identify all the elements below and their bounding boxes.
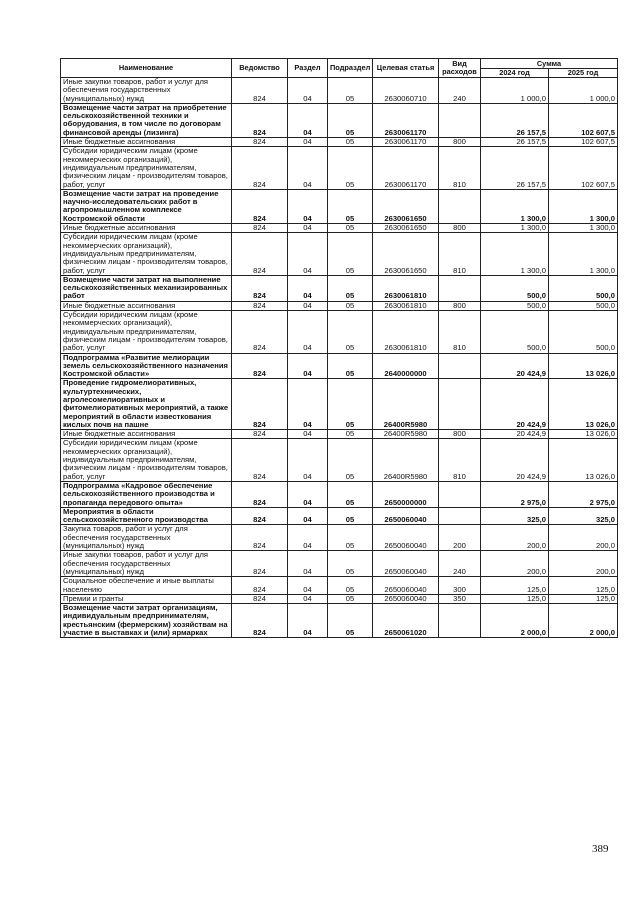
row-section: 04 [288, 439, 328, 481]
row-sum-2024: 500,0 [481, 311, 549, 353]
row-sum-2024: 2 000,0 [481, 604, 549, 638]
row-exptype: 810 [439, 147, 481, 189]
row-sum-2025: 1 300,0 [549, 224, 618, 233]
row-name: Иные закупки товаров, работ и услуг для обеспечения государственных (муниципальных) нужд [61, 78, 232, 104]
row-subsection: 05 [328, 311, 373, 353]
table-row [61, 78, 618, 104]
row-sum-2025: 102 607,5 [549, 103, 618, 137]
row-section: 04 [288, 481, 328, 507]
row-exptype [439, 604, 481, 638]
table-row [61, 481, 618, 507]
row-sum-2024: 125,0 [481, 594, 549, 603]
row-section: 04 [288, 78, 328, 104]
row-subsection: 05 [328, 379, 373, 430]
header-subsection: Подраздел [328, 59, 373, 78]
row-target: 2650060040 [373, 507, 439, 525]
row-sum-2025: 1 300,0 [549, 189, 618, 223]
row-sum-2024: 20 424,9 [481, 430, 549, 439]
row-section: 04 [288, 311, 328, 353]
row-dept: 824 [232, 311, 288, 353]
row-name: Возмещение части затрат на проведение научно-исследовательских работ в агропромышленном комплексе Костромской области [61, 189, 232, 223]
row-sum-2025: 102 607,5 [549, 147, 618, 189]
table-row [61, 103, 618, 137]
row-subsection: 05 [328, 604, 373, 638]
row-sum-2024: 200,0 [481, 525, 549, 551]
row-target: 2630061810 [373, 275, 439, 301]
row-sum-2024: 500,0 [481, 275, 549, 301]
table-row [61, 507, 618, 525]
row-name: Возмещение части затрат на приобретение сельскохозяйственной техники и оборудования, в том числе по договорам финансовой аренды (лизинга) [61, 103, 232, 137]
row-name: Премии и гранты [61, 594, 232, 603]
row-section: 04 [288, 189, 328, 223]
row-dept: 824 [232, 379, 288, 430]
row-section: 04 [288, 147, 328, 189]
header-exptype: Вид расходов [439, 59, 481, 78]
header-name: Наименование [61, 59, 232, 78]
header-2025: 2025 год [549, 69, 618, 78]
row-exptype: 800 [439, 430, 481, 439]
table-row [61, 275, 618, 301]
table-body [61, 78, 618, 638]
row-sum-2024: 1 000,0 [481, 78, 549, 104]
row-subsection: 05 [328, 525, 373, 551]
row-dept: 824 [232, 224, 288, 233]
table-row [61, 439, 618, 481]
table-row [61, 311, 618, 353]
table-row [61, 233, 618, 275]
row-target: 2630061170 [373, 138, 439, 147]
row-sum-2024: 20 424,9 [481, 379, 549, 430]
row-exptype: 810 [439, 233, 481, 275]
row-exptype: 800 [439, 301, 481, 310]
row-sum-2025: 500,0 [549, 275, 618, 301]
row-subsection: 05 [328, 233, 373, 275]
row-name: Иные бюджетные ассигнования [61, 224, 232, 233]
row-dept: 824 [232, 78, 288, 104]
row-exptype [439, 507, 481, 525]
row-sum-2024: 125,0 [481, 577, 549, 595]
row-target: 2630061170 [373, 103, 439, 137]
header-dept: Ведомство [232, 59, 288, 78]
row-name: Иные бюджетные ассигнования [61, 301, 232, 310]
row-sum-2024: 1 300,0 [481, 233, 549, 275]
row-exptype: 300 [439, 577, 481, 595]
table-row [61, 379, 618, 430]
header-target: Целевая статья [373, 59, 439, 78]
row-target: 2650061020 [373, 604, 439, 638]
row-sum-2025: 13 026,0 [549, 353, 618, 379]
row-subsection: 05 [328, 551, 373, 577]
row-target: 2630061810 [373, 311, 439, 353]
row-sum-2025: 125,0 [549, 577, 618, 595]
row-exptype: 350 [439, 594, 481, 603]
row-sum-2025: 500,0 [549, 311, 618, 353]
row-name: Иные бюджетные ассигнования [61, 430, 232, 439]
row-dept: 824 [232, 551, 288, 577]
row-target: 2650060040 [373, 577, 439, 595]
row-exptype: 800 [439, 138, 481, 147]
row-dept: 824 [232, 604, 288, 638]
row-name: Субсидии юридическим лицам (кроме некоммерческих организаций), индивидуальным предпринимателям, физическим лицам - производителям товаров, работ, услуг [61, 311, 232, 353]
row-target: 2630061650 [373, 233, 439, 275]
row-name: Возмещение части затрат организациям, индивидуальным предпринимателям, крестьянским (фермерским) хозяйствам на участие в выставках и (или) ярмарках [61, 604, 232, 638]
row-exptype: 800 [439, 224, 481, 233]
row-target: 2630061650 [373, 224, 439, 233]
row-subsection: 05 [328, 507, 373, 525]
row-sum-2025: 2 000,0 [549, 604, 618, 638]
row-section: 04 [288, 525, 328, 551]
row-dept: 824 [232, 481, 288, 507]
row-dept: 824 [232, 138, 288, 147]
row-exptype: 810 [439, 439, 481, 481]
row-subsection: 05 [328, 138, 373, 147]
table-row [61, 138, 618, 147]
row-subsection: 05 [328, 224, 373, 233]
row-sum-2025: 2 975,0 [549, 481, 618, 507]
row-dept: 824 [232, 233, 288, 275]
row-sum-2025: 1 300,0 [549, 233, 618, 275]
row-target: 2650000000 [373, 481, 439, 507]
row-target: 26400R5980 [373, 430, 439, 439]
row-subsection: 05 [328, 301, 373, 310]
table-row [61, 189, 618, 223]
row-sum-2024: 2 975,0 [481, 481, 549, 507]
row-target: 2650060040 [373, 594, 439, 603]
row-sum-2024: 200,0 [481, 551, 549, 577]
row-name: Мероприятия в области сельскохозяйственного производства [61, 507, 232, 525]
row-sum-2024: 20 424,9 [481, 353, 549, 379]
page-number: 389 [592, 843, 609, 855]
row-dept: 824 [232, 189, 288, 223]
header-sum: Сумма [481, 59, 618, 69]
table-row [61, 301, 618, 310]
row-target: 2630061810 [373, 301, 439, 310]
row-sum-2024: 1 300,0 [481, 189, 549, 223]
row-section: 04 [288, 301, 328, 310]
row-name: Возмещение части затрат на выполнение сельскохозяйственных механизированных работ [61, 275, 232, 301]
row-section: 04 [288, 224, 328, 233]
table-row [61, 577, 618, 595]
row-section: 04 [288, 551, 328, 577]
row-subsection: 05 [328, 594, 373, 603]
budget-table [60, 58, 618, 638]
row-section: 04 [288, 604, 328, 638]
row-subsection: 05 [328, 189, 373, 223]
row-exptype [439, 353, 481, 379]
row-target: 2630060710 [373, 78, 439, 104]
row-subsection: 05 [328, 481, 373, 507]
row-subsection: 05 [328, 275, 373, 301]
row-section: 04 [288, 275, 328, 301]
row-dept: 824 [232, 594, 288, 603]
row-sum-2025: 125,0 [549, 594, 618, 603]
row-section: 04 [288, 233, 328, 275]
row-subsection: 05 [328, 439, 373, 481]
row-exptype: 240 [439, 78, 481, 104]
row-name: Субсидии юридическим лицам (кроме некоммерческих организаций), индивидуальным предпринимателям, физическим лицам - производителям товаров, работ, услуг [61, 439, 232, 481]
row-subsection: 05 [328, 577, 373, 595]
row-target: 26400R5980 [373, 379, 439, 430]
row-subsection: 05 [328, 147, 373, 189]
row-sum-2024: 325,0 [481, 507, 549, 525]
row-name: Подпрограмма «Развитие мелиорации земель сельскохозяйственного назначения Костромской области» [61, 353, 232, 379]
row-exptype: 200 [439, 525, 481, 551]
row-section: 04 [288, 379, 328, 430]
row-exptype [439, 103, 481, 137]
row-sum-2025: 500,0 [549, 301, 618, 310]
row-sum-2025: 325,0 [549, 507, 618, 525]
row-sum-2024: 26 157,5 [481, 138, 549, 147]
row-dept: 824 [232, 147, 288, 189]
row-exptype: 240 [439, 551, 481, 577]
row-dept: 824 [232, 275, 288, 301]
header-2024: 2024 год [481, 69, 549, 78]
row-exptype [439, 275, 481, 301]
row-subsection: 05 [328, 78, 373, 104]
table-row [61, 594, 618, 603]
row-sum-2024: 1 300,0 [481, 224, 549, 233]
row-sum-2025: 13 026,0 [549, 430, 618, 439]
row-target: 2630061170 [373, 147, 439, 189]
row-subsection: 05 [328, 353, 373, 379]
row-name: Субсидии юридическим лицам (кроме некоммерческих организаций), индивидуальным предпринимателям, физическим лицам - производителям товаров, работ, услуг [61, 233, 232, 275]
row-dept: 824 [232, 301, 288, 310]
table-row [61, 430, 618, 439]
table-row [61, 353, 618, 379]
row-target: 2650060040 [373, 551, 439, 577]
row-name: Социальное обеспечение и иные выплаты населению [61, 577, 232, 595]
row-sum-2024: 500,0 [481, 301, 549, 310]
header-section: Раздел [288, 59, 328, 78]
row-section: 04 [288, 577, 328, 595]
row-target: 2640000000 [373, 353, 439, 379]
row-dept: 824 [232, 353, 288, 379]
row-name: Субсидии юридическим лицам (кроме некоммерческих организаций), индивидуальным предпринимателям, физическим лицам - производителям товаров, работ, услуг [61, 147, 232, 189]
row-sum-2025: 13 026,0 [549, 379, 618, 430]
row-sum-2025: 200,0 [549, 525, 618, 551]
row-target: 2630061650 [373, 189, 439, 223]
row-dept: 824 [232, 103, 288, 137]
row-section: 04 [288, 594, 328, 603]
row-name: Иные бюджетные ассигнования [61, 138, 232, 147]
row-dept: 824 [232, 577, 288, 595]
row-name: Проведение гидромелиоративных, культуртехнических, агролесомелиоративных и фитомелиоративных мероприятий, а также мероприятий в области известкования кислых почв на пашне [61, 379, 232, 430]
table-row [61, 551, 618, 577]
table-row [61, 224, 618, 233]
row-sum-2025: 1 000,0 [549, 78, 618, 104]
row-exptype [439, 189, 481, 223]
row-subsection: 05 [328, 103, 373, 137]
row-sum-2024: 26 157,5 [481, 103, 549, 137]
row-section: 04 [288, 507, 328, 525]
row-sum-2024: 26 157,5 [481, 147, 549, 189]
row-section: 04 [288, 138, 328, 147]
row-subsection: 05 [328, 430, 373, 439]
row-name: Подпрограмма «Кадровое обеспечение сельскохозяйственного производства и пропаганда передового опыта» [61, 481, 232, 507]
row-dept: 824 [232, 439, 288, 481]
row-name: Закупка товаров, работ и услуг для обеспечения государственных (муниципальных) нужд [61, 525, 232, 551]
row-exptype [439, 481, 481, 507]
row-section: 04 [288, 353, 328, 379]
row-target: 2650060040 [373, 525, 439, 551]
row-name: Иные закупки товаров, работ и услуг для обеспечения государственных (муниципальных) нужд [61, 551, 232, 577]
row-exptype: 810 [439, 311, 481, 353]
table-row [61, 525, 618, 551]
row-sum-2025: 13 026,0 [549, 439, 618, 481]
row-exptype [439, 379, 481, 430]
row-target: 26400R5980 [373, 439, 439, 481]
row-dept: 824 [232, 507, 288, 525]
table-row [61, 147, 618, 189]
row-sum-2025: 200,0 [549, 551, 618, 577]
row-sum-2024: 20 424,9 [481, 439, 549, 481]
row-section: 04 [288, 103, 328, 137]
row-dept: 824 [232, 525, 288, 551]
row-dept: 824 [232, 430, 288, 439]
table-row [61, 604, 618, 638]
row-section: 04 [288, 430, 328, 439]
row-sum-2025: 102 607,5 [549, 138, 618, 147]
